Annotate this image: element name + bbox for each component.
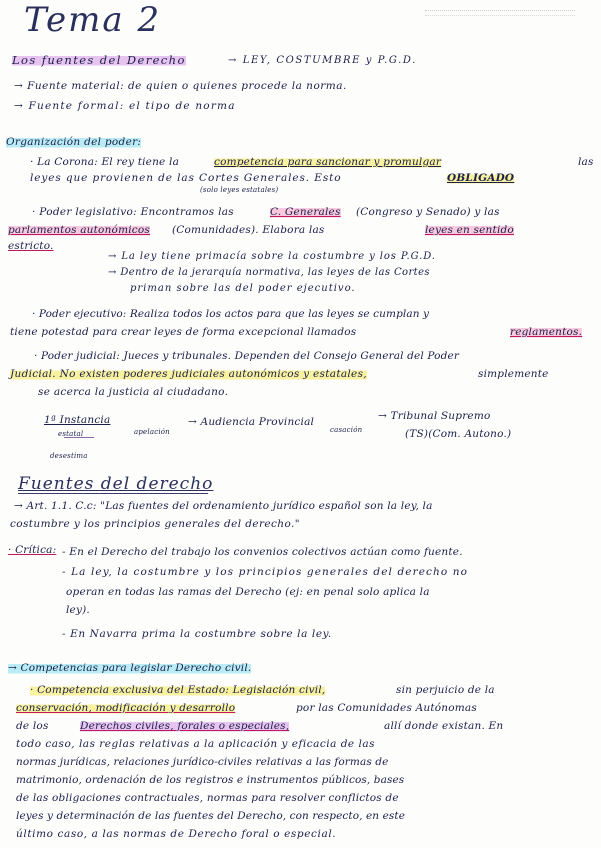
line-obligaciones: de las obligaciones contractuales, normas para resolver conflictos de bbox=[16, 792, 399, 804]
line-ejecutivo: · Poder ejecutivo: Realiza todos los actos para que las leyes se cumplan y bbox=[32, 308, 430, 320]
note-estima: estatal bbox=[58, 430, 84, 438]
line-estricto: estricto. bbox=[8, 240, 54, 252]
line-priman: priman sobre las del poder ejecutivo. bbox=[130, 283, 356, 294]
line-primacia: → La ley tiene primacía sobre la costumbre y los P.G.D. bbox=[108, 251, 436, 262]
line-navarra: - En Navarra prima la costumbre sobre la ley. bbox=[62, 628, 332, 640]
line-reglamentos: reglamentos. bbox=[510, 326, 583, 338]
line-elabora: (Comunidades). Elabora las bbox=[172, 224, 325, 236]
line-legislativo-b: C. Generales bbox=[270, 206, 341, 218]
section-heading-fuentes: Fuentes del derecho bbox=[18, 474, 214, 494]
line-matrimonio: matrimonio, ordenación de los registros e instrumentos públicos, bases bbox=[16, 774, 405, 786]
line-normas: normas jurídicas, relaciones jurídico-civiles relativas a las formas de bbox=[16, 756, 389, 768]
line-parlamentos: parlamentos autonómicos bbox=[8, 224, 150, 236]
line-simplemente: simplemente bbox=[478, 368, 549, 380]
note-casacion: casación bbox=[330, 426, 363, 434]
line-legislativo-c: (Congreso y Senado) y las bbox=[356, 206, 500, 218]
line-primera-instancia: 1ª Instancia bbox=[44, 414, 111, 426]
line-determinacion: leyes y determinación de las fuentes del Derecho, con respecto, en este bbox=[16, 810, 406, 822]
line-ultimo: último caso, a las normas de Derecho foral o especial. bbox=[16, 828, 337, 840]
line-corona-a: · La Corona: El rey tiene la bbox=[30, 156, 180, 168]
line-acerca: se acerca la justicia al ciudadano. bbox=[38, 386, 229, 398]
line-fuente-material: → Fuente material: de quien o quienes procede la norma. bbox=[14, 80, 347, 92]
line-conservacion: conservación, modificación y desarrollo bbox=[16, 702, 236, 714]
line-ts: (TS)(Com. Autono.) bbox=[405, 428, 512, 440]
line-alli: allí donde existan. En bbox=[384, 720, 504, 732]
line-trabajo: - En el Derecho del trabajo los convenios colectivos actúan como fuente. bbox=[62, 546, 463, 558]
line-critica: · Crítica: bbox=[8, 544, 57, 556]
line-competencia-a: · Competencia exclusiva del Estado: Legislación civil, bbox=[30, 684, 326, 696]
line-jerarquia: → Dentro de la jerarquía normativa, las leyes de las Cortes bbox=[108, 267, 430, 278]
line-corona-b: competencia para sancionar y promulgar bbox=[214, 156, 442, 168]
line-corona-leyes: leyes que provienen de las Cortes Generales. Esto bbox=[30, 172, 342, 184]
strike-estima bbox=[64, 437, 94, 438]
line-ley-paren: ley). bbox=[66, 604, 90, 616]
line-obligado: OBLIGADO bbox=[447, 172, 515, 184]
line-judicial-b: Judicial. No existen poderes judiciales autonómicos y estatales, bbox=[10, 368, 367, 380]
line-ley-costumbre-pgd: - La ley, la costumbre y los principios generales del derecho no bbox=[62, 566, 468, 578]
note-desestima: desestima bbox=[50, 452, 88, 460]
line-corona-c: las bbox=[578, 156, 594, 168]
line-art-1: → Art. 1.1. C.c: "Las fuentes del ordenamiento jurídico español son la ley, la bbox=[14, 500, 433, 512]
line-de-los: de los bbox=[16, 720, 49, 732]
line-todo-caso: todo caso, las reglas relativas a la aplicación y eficacia de las bbox=[16, 738, 375, 750]
line-tribunal: → Tribunal Supremo bbox=[378, 410, 491, 422]
note-apelacion: apelación bbox=[134, 428, 170, 436]
line-judicial: · Poder judicial: Jueces y tribunales. Dependen del Consejo General del Poder bbox=[34, 350, 460, 362]
line-operan: operan en todas las ramas del Derecho (ej: en penal solo aplica la bbox=[66, 586, 430, 598]
heading-fuentes: Los fuentes del Derecho bbox=[12, 53, 186, 67]
line-competencia-b: sin perjuicio de la bbox=[396, 684, 495, 696]
line-sentido: leyes en sentido bbox=[425, 224, 514, 236]
line-legislativo-a: · Poder legislativo: Encontramos las bbox=[32, 206, 234, 218]
line-costumbre: costumbre y los principios generales del derecho." bbox=[10, 518, 300, 530]
line-fuente-formal: → Fuente formal: el tipo de norma bbox=[14, 100, 236, 112]
faint-scribble bbox=[425, 10, 575, 16]
underline-section bbox=[18, 493, 208, 494]
line-ley-costumbre: → LEY, COSTUMBRE y P.G.D. bbox=[228, 55, 417, 66]
page-title: Tema 2 bbox=[24, 0, 162, 40]
heading-organizacion: Organización del poder: bbox=[6, 136, 142, 148]
line-audiencia: → Audiencia Provincial bbox=[188, 416, 315, 428]
line-potestad: tiene potestad para crear leyes de forma excepcional llamados bbox=[10, 326, 357, 338]
heading-competencias: → Competencias para legislar Derecho civil. bbox=[8, 662, 252, 674]
line-derechos-civiles: Derechos civiles, forales o especiales, bbox=[80, 720, 290, 732]
line-comunidades: por las Comunidades Autónomas bbox=[296, 702, 477, 714]
note-solo-leyes: (solo leyes estatales) bbox=[200, 186, 279, 194]
